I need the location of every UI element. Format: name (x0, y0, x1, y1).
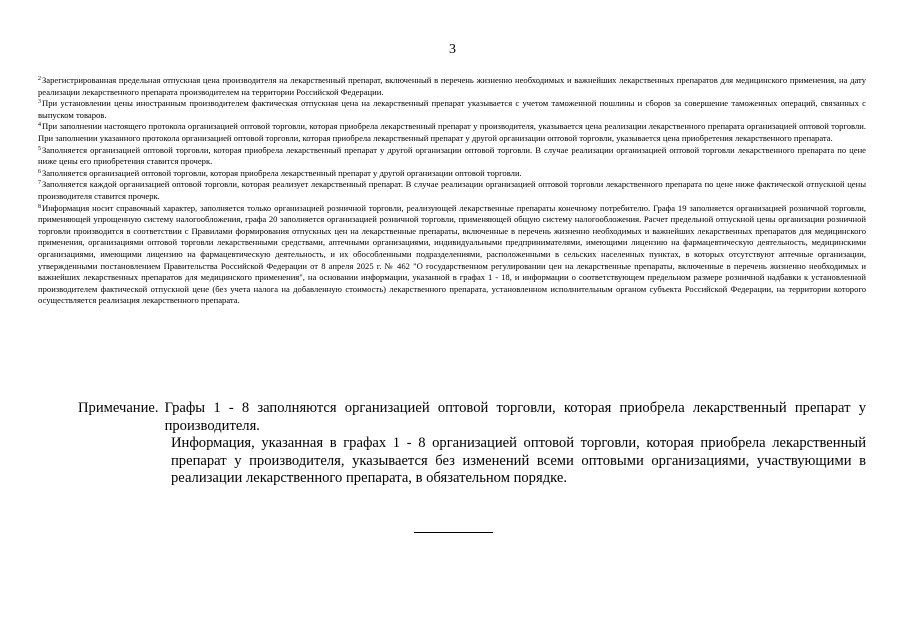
footnote-marker: 7 (38, 180, 41, 187)
footnote-text: Зарегистрированная предельная отпускная цена производителя на лекарственный препарат, включенный в перечень жизненно необходимых и важнейших лекарственных препаратов для медицинского применения, на дату реализации лекарственного препарата производителем на территории Российской Федерации. (38, 75, 866, 97)
footnote-7 (38, 179, 866, 202)
footnote-text: Информация носит справочный характер, заполняется только организацией розничной торговли, реализующей лекарственные препараты конечному потребителю. Графа 19 заполняется организацией розничной торговли, применяющей упрощенную систему налогообложения, графа 20 заполняется организацией розничной торговли, применяющей общую систему налогообложения. Расчет предельной отпускной цены организации розничной торговли производится в соответствии с Правилами формирования отпускных цен на лекарственные препараты, включенные в перечень жизненно необходимых и важнейших лекарственных препаратов для медицинского применения, организациями оптовой торговли лекарственными средствами, аптечными организациями, индивидуальными предпринимателями, имеющими лицензию на фармацевтическую деятельность, медицинскими организациями, имеющими лицензию на фармацевтическую деятельность, и их обособленными подразделениями, расположенными в сельских населенных пунктах, в которых отсутствуют аптечные организации, утвержденными постановлением Правительства Российской Федерации от 8 апреля 2025 г. № 462 "О государственном регулировании цен на лекарственные препараты, включенные в перечень жизненно необходимых и важнейших лекарственных препаратов для медицинского применения", на основании информации, указанной в графах 1 - 18, и информации о соответствующем предельном размере розничной надбавки к установленной производителем фактической отпускной цене (без учета налога на добавленную стоимость) лекарственного препарата, установленном исполнительным органом субъекта Российской Федерации, на территории которого осуществляется реализация лекарственного препарата. (38, 202, 866, 306)
footnote-text: При заполнении настоящего протокола организацией оптовой торговли, которая приобрела лекарственный препарат у производителя, указывается цена реализации лекарственного препарата организацией оптовой торговли. При заполнении указанного протокола организацией оптовой торговли, которая приобрела лекарственный препарат у другой организации оптовой торговли, указывается цена приобретения лекарственного препарата. (38, 121, 866, 143)
footnote-marker: 8 (38, 203, 41, 210)
footnote-marker: 3 (38, 99, 41, 106)
footnote-text: При установлении цены иностранным производителем фактическая отпускная цена на лекарственный препарат указывается с учетом таможенной пошлины и сборов за совершение таможенных операций, связанных с выпуском товаров. (38, 98, 866, 120)
footnote-text: Заполняется организацией оптовой торговли, которая приобрела лекарственный препарат у другой организации оптовой торговли. В случае реализации организацией оптовой торговли лекарственного препарата по цене ниже цены его приобретения ставится прочерк. (38, 144, 866, 167)
footnote-6 (38, 168, 866, 180)
footnote-marker: 6 (38, 168, 41, 175)
note-row (78, 400, 866, 435)
note-body (165, 400, 866, 435)
footnote-text: Заполняется организацией оптовой торговли, которая приобрела лекарственный препарат у другой организации оптовой торговли. (42, 167, 522, 178)
separator-line (414, 532, 493, 533)
footnote-3 (38, 98, 866, 121)
footnote-4 (38, 121, 866, 144)
footnote-marker: 2 (38, 76, 41, 82)
footnotes (38, 75, 866, 307)
footnote-text: Заполняется каждой организацией оптовой торговли, которая реализует лекарственный препарат. В случае реализации организацией оптовой торговли лекарственного препарата по цене ниже фактической отпускной цены производителя ставится прочерк. (38, 179, 866, 201)
page-number: 3 (449, 42, 456, 57)
footnote-2 (38, 75, 866, 98)
note-paragraph-1: Графы 1 - 8 заполняются организацией оптовой торговли, которая приобрела лекарственный препарат у производителя. (164, 400, 866, 434)
footnote-marker: 5 (38, 145, 41, 152)
note-paragraph-2: Информация, указанная в графах 1 - 8 организацией оптовой торговли, которая приобрела лекарственный препарат у производителя, указывается без изменений всеми оптовыми организациями, участвующими в реализации лекарственного препарата, в обязательном порядке. (171, 435, 866, 487)
note-block (78, 400, 866, 488)
footnote-5 (38, 145, 866, 168)
footnote-8 (38, 203, 866, 307)
note-label: Примечание. (78, 400, 159, 416)
footnote-marker: 4 (38, 122, 41, 129)
